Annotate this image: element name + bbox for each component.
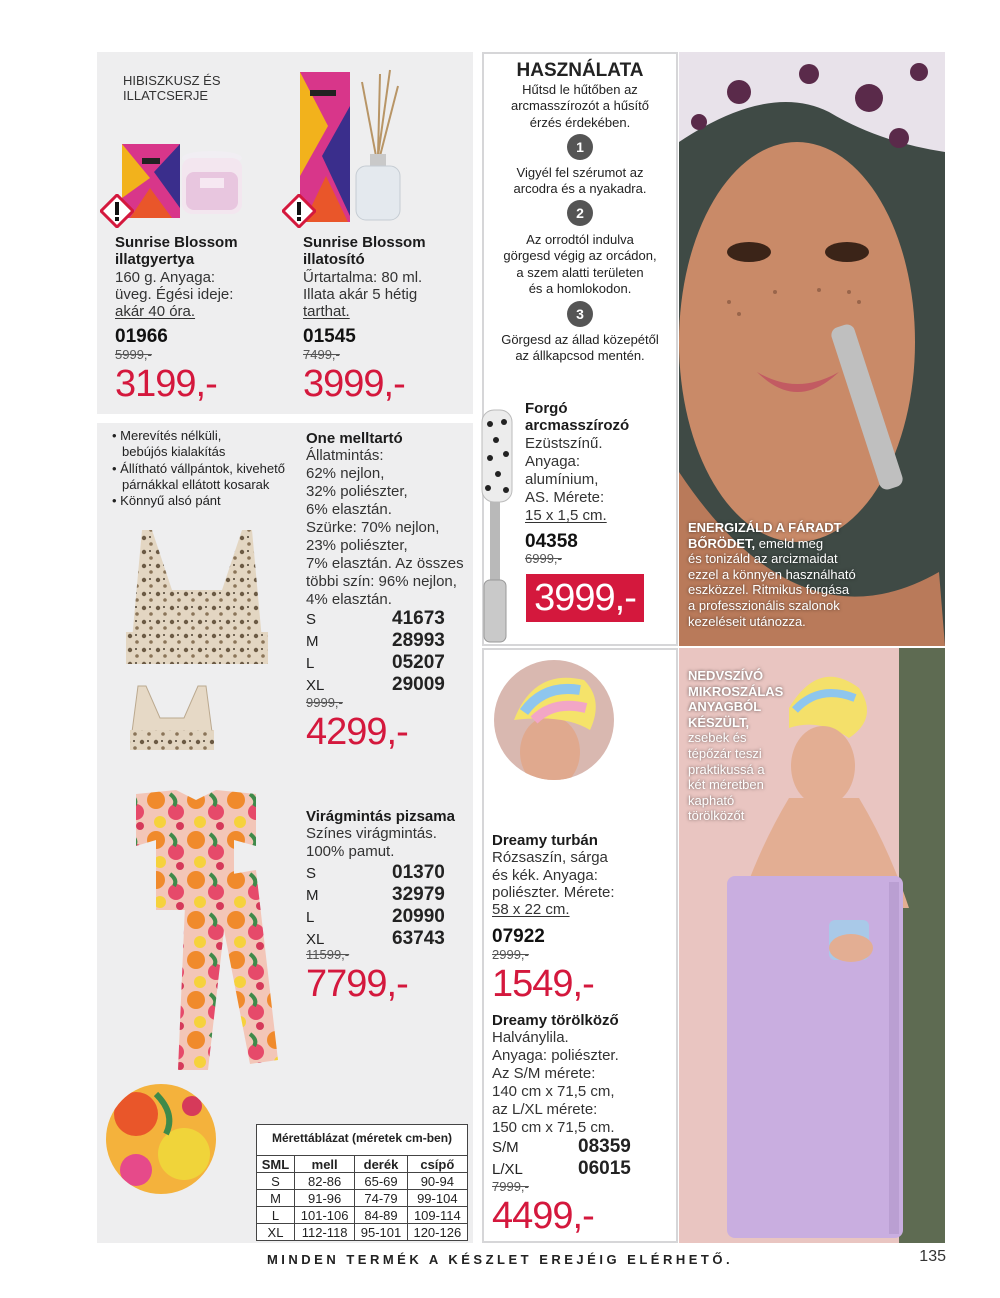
candle-description: 160 g. Anyaga: üveg. Égési ideje: akár 40 óra. bbox=[115, 268, 234, 320]
pajama-price-block bbox=[306, 948, 408, 1007]
stock-notice: MINDEN TERMÉK A KÉSZLET EREJÉIG ELÉRHETŐ. bbox=[266, 1252, 734, 1267]
roller-code: 04358 bbox=[525, 530, 578, 552]
bra-size-codes bbox=[306, 608, 445, 696]
diffuser-old-price: 7499,- bbox=[303, 347, 340, 363]
pajama-name: Virágmintás pizsama bbox=[306, 808, 455, 825]
candle-code: 01966 bbox=[115, 326, 168, 348]
size-row: S/M 08359 bbox=[492, 1136, 631, 1157]
size-row: M 32979 bbox=[306, 884, 445, 905]
size-chart-table: SML mell derék csípő S 82-86 65-69 90-94 M 91-96 74-79 99-104 L 101-106 84-89 109-114 XL 112-118 95-101 120-126 bbox=[256, 1155, 468, 1241]
bra-name: One melltartó bbox=[306, 430, 403, 447]
step-1-badge: 1 bbox=[567, 134, 593, 160]
bra-product bbox=[306, 430, 464, 609]
scent-heading: HIBISZKUSZ ÉS ILLATCSERJE bbox=[123, 73, 221, 103]
turban-description: Rózsaszín, sárga és kék. Anyaga: poliészter. Mérete: 58 x 22 cm. bbox=[492, 849, 615, 918]
bra-image bbox=[112, 520, 282, 670]
size-row: M 28993 bbox=[306, 630, 445, 651]
towel-description: Halványlila. Anyaga: poliészter. Az S/M mérete: 140 cm x 71,5 cm, az L/XL mérete: 150 cm x 71,5 cm. bbox=[492, 1029, 619, 1137]
roller-price: 3999,- bbox=[534, 576, 636, 619]
step-2-badge: 2 bbox=[567, 200, 593, 226]
hazard-warning-icon bbox=[282, 194, 316, 228]
bra-old-price: 9999,- bbox=[306, 695, 343, 710]
turban-price: 1549,- bbox=[492, 963, 594, 1006]
bra-features-list: • Merevítés nélküli, bebújós kialakítás • Állítható vállpántok, kivehető párnákkal ellátott kosarak • Könnyű alsó pánt bbox=[112, 428, 285, 508]
turban-old-price: 2999,- bbox=[492, 947, 529, 963]
roller-old-price: 6999,- bbox=[525, 551, 562, 567]
size-row: L 05207 bbox=[306, 652, 445, 673]
towel-product bbox=[492, 1012, 619, 1137]
pajama-description: Színes virágmintás. 100% pamut. bbox=[306, 825, 437, 860]
diffuser-name: Sunrise Blossom illatosító bbox=[303, 234, 426, 269]
bra-price-block bbox=[306, 696, 408, 755]
turban-code: 07922 bbox=[492, 926, 545, 948]
roller-name: Forgó arcmasszírozó bbox=[525, 400, 630, 435]
bra-price: 4299,- bbox=[306, 710, 408, 753]
hazard-warning-icon bbox=[100, 194, 134, 228]
diffuser-description: Űrtartalma: 80 ml. Illata akár 5 hétig tarthat. bbox=[303, 268, 423, 320]
turban-circle-photo bbox=[494, 660, 614, 780]
pajama-image bbox=[106, 790, 296, 1080]
size-row: S 41673 bbox=[306, 608, 445, 629]
towel-price-block bbox=[492, 1180, 594, 1239]
diffuser-product bbox=[303, 234, 426, 407]
candle-name: Sunrise Blossom illatgyertya bbox=[115, 234, 238, 269]
towel-old-price: 7999,- bbox=[492, 1179, 529, 1194]
pajama-price: 7799,- bbox=[306, 962, 408, 1005]
towel-price: 4499,- bbox=[492, 1194, 594, 1237]
face-photo-caption: ENERGIZÁLD A FÁRADT BŐRÖDET, emeld meg és tonizáld az arcizmaidat ezzel a könnyen használható eszközzel. Ritmikus forgása a professzionális szalonok kezeléseit utánozza. bbox=[688, 520, 856, 629]
step-3-text: Görgesd az állad közepétől az állkapcsod mentén. bbox=[501, 332, 659, 364]
page-number: 135 bbox=[919, 1248, 946, 1265]
diffuser-code: 01545 bbox=[303, 326, 356, 348]
step-1-text: Vigyél fel szérumot az arcodra és a nyakadra. bbox=[513, 165, 647, 197]
step-3-badge: 3 bbox=[567, 301, 593, 327]
bra-description: Állatmintás: 62% nejlon, 32% poliészter, 6% elasztán. Szürke: 70% nejlon, 23% poliészter, 7% elasztán. Az összes többi szín: 96% nejlon, 4% elasztán. bbox=[306, 447, 464, 609]
turban-product bbox=[492, 832, 615, 1007]
pajama-size-codes bbox=[306, 862, 445, 950]
roller-product bbox=[525, 400, 629, 567]
table-row: L 101-106 84-89 109-114 bbox=[257, 1207, 468, 1224]
candle-old-price: 5999,- bbox=[115, 347, 152, 363]
size-row: L/XL 06015 bbox=[492, 1158, 631, 1179]
size-chart bbox=[256, 1124, 468, 1241]
table-row: XL 112-118 95-101 120-126 bbox=[257, 1224, 468, 1241]
step-2-text: Az orrodtól indulva görgesd végig az orcádon, a szem alatti területen és a homlokodon. bbox=[503, 232, 657, 296]
towel-size-codes bbox=[492, 1136, 631, 1180]
size-row: S 01370 bbox=[306, 862, 445, 883]
table-row: M 91-96 74-79 99-104 bbox=[257, 1190, 468, 1207]
roller-price-badge bbox=[526, 574, 644, 622]
candle-price: 3199,- bbox=[115, 363, 217, 406]
roller-description: Ezüstszínű. Anyaga: alumínium, AS. Mérete: 15 x 1,5 cm. bbox=[525, 434, 607, 524]
roller-image bbox=[478, 408, 518, 644]
turban-name: Dreamy turbán bbox=[492, 832, 598, 849]
candle-product bbox=[115, 234, 238, 407]
diffuser-price: 3999,- bbox=[303, 363, 405, 406]
bra-back-image bbox=[124, 682, 220, 754]
usage-intro: Hűtsd le hűtőben az arcmasszírozót a hűsítő érzés érdekében. bbox=[511, 82, 649, 130]
candle-image bbox=[120, 128, 246, 224]
towel-photo-caption: NEDVSZÍVÓ MIKROSZÁLAS ANYAGBÓL KÉSZÜLT, zsebek és tépőzár teszi praktikussá a két méretben kapható törölközőt bbox=[688, 668, 784, 824]
size-row: XL 29009 bbox=[306, 674, 445, 695]
pajama-product bbox=[306, 808, 455, 860]
size-row: L 20990 bbox=[306, 906, 445, 927]
table-row: S 82-86 65-69 90-94 bbox=[257, 1173, 468, 1190]
size-chart-title: Mérettáblázat (méretek cm-ben) bbox=[256, 1124, 468, 1155]
towel-name: Dreamy törölköző bbox=[492, 1012, 619, 1029]
pajama-old-price: 11599,- bbox=[306, 947, 350, 962]
fabric-swatch-image bbox=[106, 1084, 216, 1194]
usage-title: HASZNÁLATA bbox=[516, 60, 644, 81]
size-row: XL 63743 bbox=[306, 928, 445, 949]
